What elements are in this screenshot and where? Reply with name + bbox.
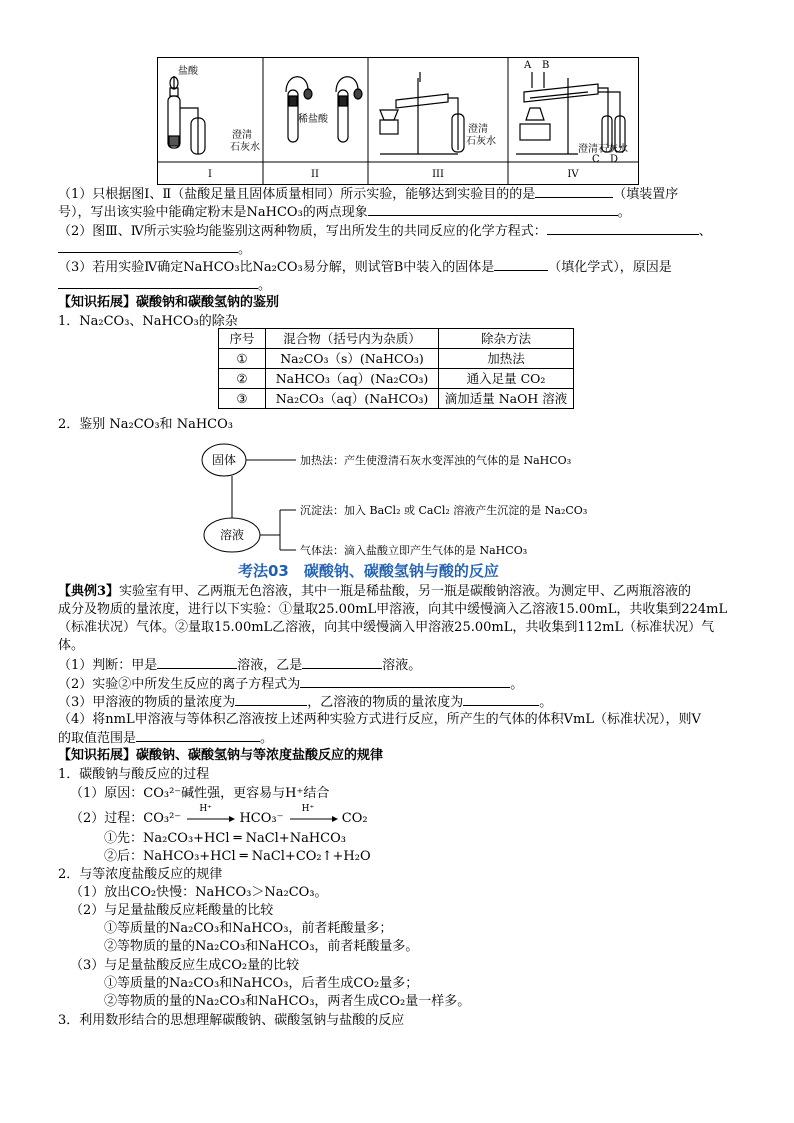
panel-3-limewater-label-2: 石灰水 [466,136,496,147]
section-3-title: 考法03 碳酸钠、碳酸氢钠与酸的反应 [238,562,499,580]
example-3-blank-f[interactable] [136,729,260,742]
solid-label: 固体 [211,453,237,467]
panel-1-limewater-label-1: 澄清 [232,130,252,141]
question-2-blank-1[interactable] [547,222,699,235]
rule-1-step-2: ②后：NaHCO₃+HCl ═ NaCl+CO₂↑+H₂O [104,849,371,864]
example-3-blank-b[interactable] [302,656,382,669]
question-3-line-2: 。 [58,276,271,295]
h-plus-label-2: H⁺ [301,803,315,814]
rule-1-title: 1．碳酸钠与酸反应的过程 [58,767,210,782]
knowledge-extension-1-item-1: 1．Na₂CO₃、NaHCO₃的除杂 [58,314,238,329]
panel-label-2: II [311,169,319,180]
panel-3-limewater-label-1: 澄清 [468,124,488,135]
gas-method-text: 气体法：滴入盐酸立即产生气体的是 NaHCO₃ [300,544,528,557]
example-3-blank-e[interactable] [463,693,539,706]
question-3-blank-2[interactable] [58,276,258,289]
panel-2-apparatus [286,77,362,142]
reaction-arrow-1 [185,803,235,826]
panel-4-apparatus [516,72,625,154]
rule-2-item-3b: ②等物质的量的Na₂CO₃和NaHCO₃，两者生成CO₂量一样多。 [104,994,471,1009]
rule-1-reason: （1）原因：CO₃²⁻碱性强，更容易与H⁺结合 [70,786,330,801]
question-1-line-1: （1）只根据图Ⅰ、Ⅱ（盐酸足量且固体质量相同）所示实验，能够达到实验目的的是 （填装置序 [58,187,679,202]
panel-4-label-a: A [524,60,532,71]
question-3-blank-1[interactable] [494,258,548,271]
rule-2-item-2a: ①等质量的Na₂CO₃和NaHCO₃，前者耗酸量多； [104,921,393,936]
precipitation-method-text: 沉淀法：加入 BaCl₂ 或 CaCl₂ 溶液产生沉淀的是 Na₂CO₃ [300,504,588,517]
rule-2-item-3a: ①等质量的Na₂CO₃和NaHCO₃，后者生成CO₂量多； [104,976,419,991]
panel-1-apparatus [168,76,205,154]
h-plus-label-1: H⁺ [199,803,212,814]
question-1-line-2: 号），写出该实验中能确定粉末是NaHCO₃的两点现象 。 [58,205,631,220]
reaction-arrow-2 [288,803,338,826]
impurity-removal-table [218,328,574,409]
example-3-question-4: （4）将nmL甲溶液与等体积乙溶液按上述两种实验方式进行反应，所产生的气体的体积VmL（标准状况），则V [58,712,701,727]
example-3-question-1: （1）判断：甲是 溶液，乙是 溶液。 [58,658,422,673]
example-3-blank-d[interactable] [235,693,307,706]
rule-2-item-3: （3）与足量盐酸反应生成CO₂量的比较 [70,958,300,973]
table-cell: 滴加适量 NaOH 溶液 [439,389,574,409]
table-cell: NaHCO₃（aq）(Na₂CO₃) [266,369,439,389]
heating-method-text: 加热法：产生使澄清石灰水变浑浊的气体的是 NaHCO₃ [300,454,572,467]
solution-label: 溶液 [219,528,245,542]
example-3-line-3: （标准状况）气体。②量取15.00mL乙溶液，向其中缓慢滴入甲溶液25.00mL，共收集到112mL（标准状况）气 [58,620,715,635]
table-cell: 加热法 [439,349,574,369]
panel-label-3: III [432,169,444,180]
panel-label-4: IV [567,169,579,180]
table-cell: ② [219,369,266,389]
knowledge-extension-2-heading: 【知识拓展】碳酸钠、碳酸氢钠与等浓度盐酸反应的规律 [58,748,384,763]
panel-3-apparatus [380,72,464,154]
table-header-cell: 序号 [219,329,266,349]
question-1-blank-1[interactable] [535,185,613,198]
panel-4-label-b: B [542,60,550,71]
example-3-line-2: 成分及物质的量浓度，进行以下实验：①量取25.00mL甲溶液，向其中缓慢滴入乙溶液15.00mL，共收集到224mL [58,602,728,617]
table-header-cell: 除杂方法 [439,329,574,349]
rule-3-title: 3．利用数形结合的思想理解碳酸钠、碳酸氢钠与盐酸的反应 [58,1013,405,1028]
knowledge-extension-1-item-2: 2．鉴别 Na₂CO₃和 NaHCO₃ [58,417,233,432]
table-row [219,369,574,389]
panel-4-label-d: D [610,154,619,165]
question-3-line-1: （3）若用实验Ⅳ确定NaHCO₃比Na₂CO₃易分解，则试管B中装入的固体是 （填化学式），原因是 [58,260,672,275]
table-header-cell: 混合物（括号内为杂质） [266,329,439,349]
rule-2-title: 2．与等浓度盐酸反应的规律 [58,867,223,882]
question-2-line-1: （2）图Ⅲ、Ⅳ所示实验均能鉴别这两种物质，写出所发生的共同反应的化学方程式： 、 [58,224,712,239]
table-header-row [219,329,574,349]
question-1-blank-2[interactable] [368,203,618,216]
table-cell: 通入足量 CO₂ [439,369,574,389]
panel-4-limewater-label: 澄清石灰水 [578,144,628,155]
rule-2-item-1: （1）放出CO₂快慢：NaHCO₃＞Na₂CO₃。 [70,885,328,900]
example-3-line-1: 【典例3】实验室有甲、乙两瓶无色溶液，其中一瓶是稀盐酸，另一瓶是碳酸钠溶液。为测定甲、乙两瓶溶液的 [58,584,692,599]
panel-1-limewater-label-2: 石灰水 [230,142,260,153]
table-cell: Na₂CO₃（s）(NaHCO₃) [266,349,439,369]
table-row [219,389,574,409]
table-row [219,349,574,369]
panel-2-acid-label: 稀盐酸 [298,114,328,125]
apparatus-drawing [158,58,638,184]
example-3-line-4: 体。 [58,638,85,653]
example-3-question-4-continued: 的取值范围是 。 [58,731,274,746]
table-cell: ③ [219,389,266,409]
question-2-blank-2[interactable] [58,240,238,253]
example-3-blank-c[interactable] [300,675,510,688]
identification-diagram [200,440,640,570]
panel-label-1: I [208,169,212,180]
knowledge-extension-1-heading: 【知识拓展】碳酸钠和碳酸氢钠的鉴别 [58,295,280,310]
rule-1-process: （2）过程：CO₃²⁻ H⁺ HCO₃⁻ H⁺ CO₂ [70,810,368,828]
panel-1-acid-label: 盐酸 [178,66,198,77]
panel-4-label-c: C [592,154,600,165]
apparatus-figure [157,57,639,185]
table-cell: ① [219,349,266,369]
rule-2-item-2: （2）与足量盐酸反应耗酸量的比较 [70,903,274,918]
example-3-blank-a[interactable] [157,656,237,669]
question-2-line-2: 。 [58,240,251,259]
table-cell: Na₂CO₃（aq）(NaHCO₃) [266,389,439,409]
rule-1-step-1: ①先：Na₂CO₃+HCl ═ NaCl+NaHCO₃ [104,831,346,846]
example-3-question-2: （2）实验②中所发生反应的离子方程式为 。 [58,677,524,692]
rule-2-item-2b: ②等物质的量的Na₂CO₃和NaHCO₃，前者耗酸量多。 [104,939,419,954]
example-3-question-3: （3）甲溶液的物质的量浓度为 ，乙溶液的物质的量浓度为 。 [58,695,553,710]
